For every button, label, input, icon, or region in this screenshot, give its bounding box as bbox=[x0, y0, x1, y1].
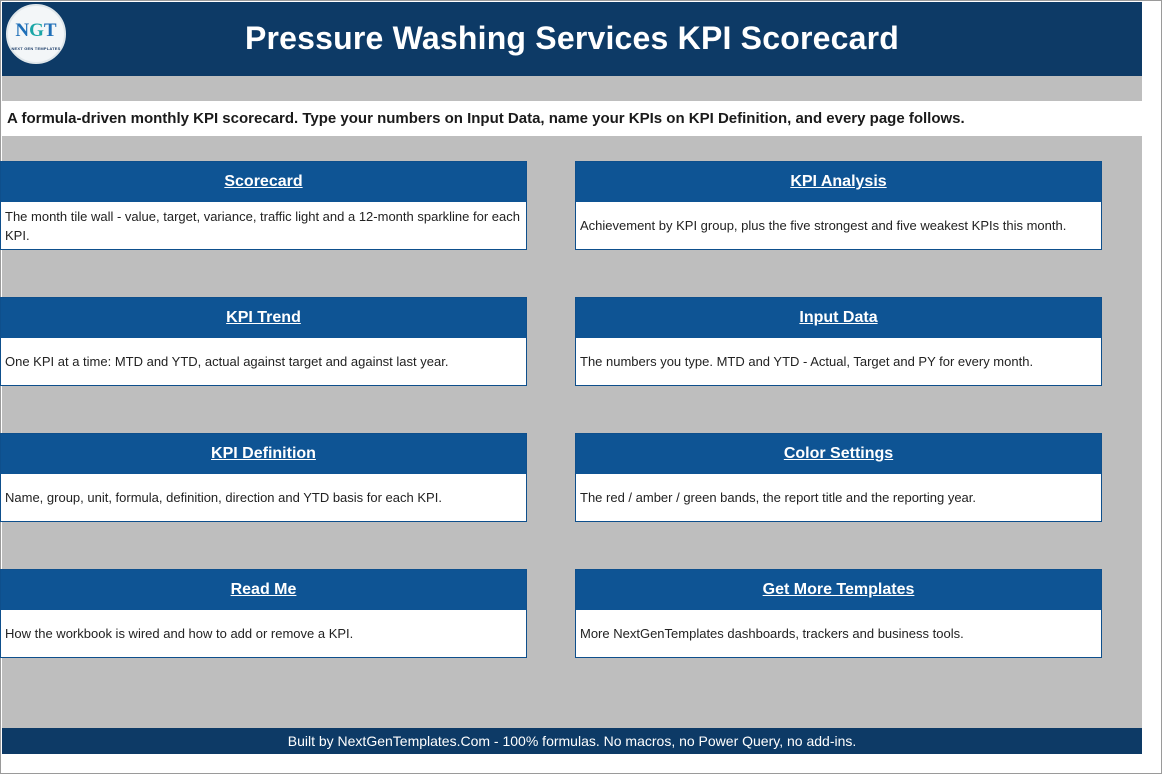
card-header bbox=[1, 434, 526, 474]
nav-card-scorecard bbox=[0, 161, 527, 250]
card-description bbox=[576, 474, 1101, 521]
title-banner bbox=[2, 2, 1142, 76]
card-header bbox=[1, 298, 526, 338]
nav-card-kpi-definition bbox=[0, 433, 527, 522]
link-color-settings[interactable]: Color Settings bbox=[783, 445, 894, 462]
nav-card-kpi-analysis bbox=[575, 161, 1102, 250]
footer-text: Built by NextGenTemplates.Com - 100% formulas. No macros, no Power Query, no add-ins. bbox=[287, 733, 857, 749]
card-description bbox=[1, 474, 526, 521]
footer-bar bbox=[2, 728, 1142, 754]
card-header bbox=[576, 162, 1101, 202]
link-kpi-definition[interactable]: KPI Definition bbox=[211, 445, 316, 462]
link-scorecard[interactable]: Scorecard bbox=[224, 173, 303, 190]
card-description bbox=[1, 202, 526, 249]
link-get-more-templates[interactable]: Get More Templates bbox=[762, 581, 915, 598]
nav-card-input-data bbox=[575, 297, 1102, 386]
link-kpi-trend[interactable]: KPI Trend bbox=[226, 309, 301, 326]
nav-card-get-more-templates bbox=[575, 569, 1102, 658]
card-description bbox=[1, 338, 526, 385]
card-description-text: Name, group, unit, formula, definition, direction and YTD basis for each KPI. bbox=[5, 490, 442, 505]
card-description-text: More NextGenTemplates dashboards, trackers and business tools. bbox=[580, 626, 964, 641]
subtitle-bar bbox=[2, 101, 1142, 136]
link-read-me[interactable]: Read Me bbox=[230, 581, 297, 598]
card-description bbox=[576, 610, 1101, 657]
card-header bbox=[576, 298, 1101, 338]
link-kpi-analysis[interactable]: KPI Analysis bbox=[790, 173, 887, 190]
card-description bbox=[1, 610, 526, 657]
card-description-text: One KPI at a time: MTD and YTD, actual against target and against last year. bbox=[5, 354, 449, 369]
logo-letter-g: G bbox=[29, 20, 44, 41]
card-description-text: Achievement by KPI group, plus the five strongest and five weakest KPIs this month. bbox=[580, 218, 1067, 233]
card-header bbox=[576, 434, 1101, 474]
card-header bbox=[576, 570, 1101, 610]
card-description bbox=[576, 338, 1101, 385]
page-title: Pressure Washing Services KPI Scorecard bbox=[244, 20, 900, 56]
subtitle-text: A formula-driven monthly KPI scorecard. Type your numbers on Input Data, name your KPIs on KPI Definition, and every page follows. bbox=[7, 110, 965, 127]
logo-letter-t: T bbox=[43, 20, 57, 41]
nav-card-color-settings bbox=[575, 433, 1102, 522]
card-description-text: The numbers you type. MTD and YTD - Actual, Target and PY for every month. bbox=[580, 354, 1034, 369]
card-description-text: The month tile wall - value, target, variance, traffic light and a 12-month sparkline for each KPI. bbox=[5, 208, 520, 243]
card-header bbox=[1, 570, 526, 610]
card-description-text: How the workbook is wired and how to add or remove a KPI. bbox=[5, 626, 354, 641]
card-description bbox=[576, 202, 1101, 249]
logo-tagline: NEXT GEN TEMPLATES bbox=[11, 46, 61, 51]
card-description-text: The red / amber / green bands, the report title and the reporting year. bbox=[580, 490, 977, 505]
card-header bbox=[1, 162, 526, 202]
nav-card-read-me bbox=[0, 569, 527, 658]
nav-card-kpi-trend bbox=[0, 297, 527, 386]
link-input-data[interactable]: Input Data bbox=[799, 309, 878, 326]
logo-letter-n: N bbox=[15, 20, 30, 41]
